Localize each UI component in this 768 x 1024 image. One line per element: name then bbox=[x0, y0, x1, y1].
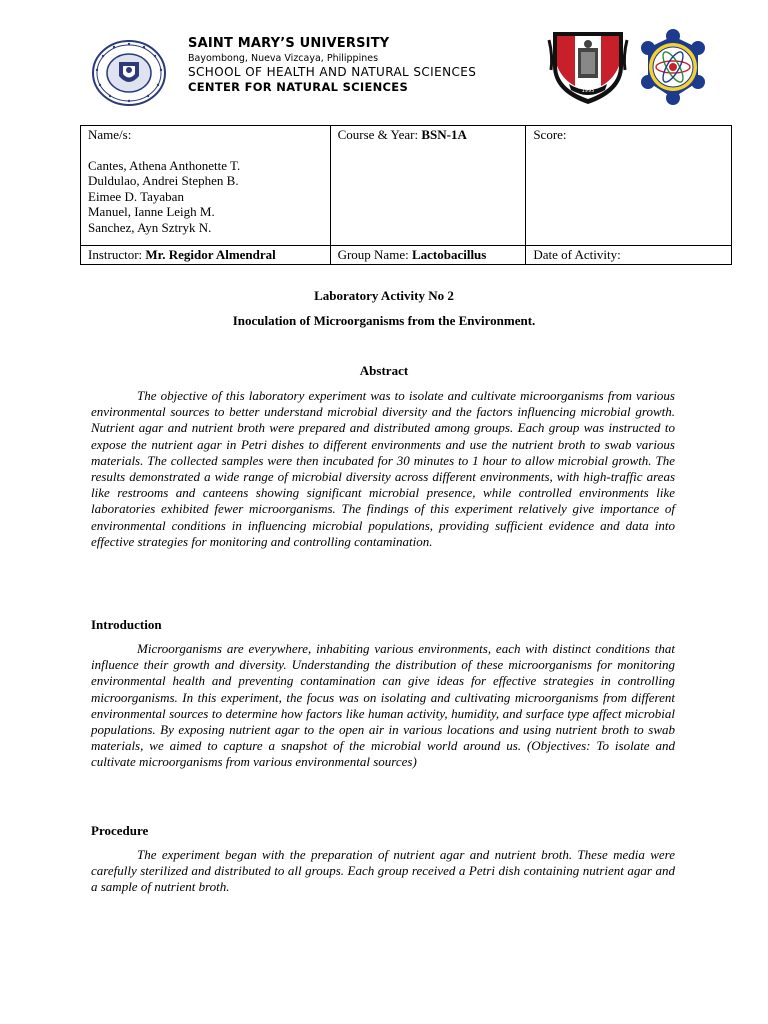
abstract-heading: Abstract bbox=[359, 363, 409, 378]
introduction-heading: Introduction bbox=[91, 617, 162, 632]
course-label: Course & Year: bbox=[337, 127, 422, 142]
university-address: Bayombong, Nueva Vizcaya, Philippines bbox=[188, 53, 379, 64]
procedure-heading: Procedure bbox=[91, 823, 149, 838]
group-value: Lactobacillus bbox=[411, 247, 487, 262]
school-name: SCHOOL OF HEALTH AND NATURAL SCIENCES bbox=[188, 65, 477, 79]
instructor-cell bbox=[81, 246, 331, 265]
university-seal-logo bbox=[92, 40, 166, 106]
group-cell bbox=[330, 246, 526, 265]
names-list bbox=[88, 158, 323, 236]
info-row-footer bbox=[81, 246, 732, 265]
center-name: CENTER FOR NATURAL SCIENCES bbox=[188, 80, 409, 94]
student-name: Sanchez, Ayn Sztryk N. bbox=[88, 219, 212, 235]
abstract-paragraph: The objective of this laboratory experiment was to isolate and cultivate microorganisms from various environmental sources to better understand microbial diversity and the factors influencing microbial growth. Nutrient agar and nutrient broth were prepared and distributed among groups. Each group was instructed to expose the nutrient agar in Petri dishes to different environments and use the nutrient broth to swab various materials. The collected samples were then incubated for 30 minutes to 1 hour to allow microbial growth. The results demonstrated a wide range of microbial diversity across different environments, with high-traffic areas like restrooms and canteens showing significant microbial presence, while controlled environments like laboratories exhibited fewer microorganisms. The findings of this experiment relatively give importance of environmental conditions in influencing microbial populations, providing sufficient evidence and data into effective strategies for monitoring and controlling contamination. bbox=[91, 388, 675, 549]
university-name: SAINT MARY’S UNIVERSITY bbox=[188, 36, 390, 51]
instructor-label: Instructor: bbox=[88, 247, 146, 262]
instructor-value: Mr. Regidor Almendral bbox=[145, 247, 276, 262]
activity-title: Laboratory Activity No 2 bbox=[314, 288, 454, 303]
shield-year: 1995 bbox=[581, 88, 595, 94]
center-emblem-logo bbox=[632, 28, 714, 106]
info-row-main bbox=[81, 126, 732, 246]
letterhead bbox=[0, 0, 768, 120]
course-value: BSN-1A bbox=[421, 127, 467, 142]
student-name: Eimee D. Tayaban bbox=[88, 188, 184, 204]
names-label: Name/s: bbox=[88, 127, 132, 142]
introduction-paragraph: Microorganisms are everywhere, inhabiting various environments, each with distinct conditions that influence their growth and diversity. Understanding the distribution of these microorganisms for monitoring environmental health and preventing contamination can give ideas for effective strategies in controlling microorganisms. In this experiment, the focus was on isolating and cultivating microorganisms from different environmental sources to determine how factors like human activity, humidity, and surface type affect microbial populations. By exposing nutrient agar to the open air in various locations and using nutrient broth to swab materials, we aimed to capture a snapshot of the microbial world around us. (Objectives: To isolate and cultivate microorganisms from various environmental sources) bbox=[91, 641, 675, 770]
student-name: Manuel, Ianne Leigh M. bbox=[88, 204, 215, 219]
names-cell bbox=[81, 126, 331, 246]
student-name: Duldulao, Andrei Stephen B. bbox=[88, 173, 239, 188]
activity-topic: Inoculation of Microorganisms from the Environment. bbox=[232, 313, 536, 328]
letterhead-text bbox=[188, 36, 548, 95]
student-info-table bbox=[80, 125, 732, 265]
score-label: Score: bbox=[533, 127, 567, 142]
school-shield-logo bbox=[545, 26, 631, 106]
procedure-paragraph: The experiment began with the preparation of nutrient agar and nutrient broth. These media were carefully sterilized and distributed to all groups. Each group received a Petri dish containing nutrient agar and a sample of nutrient broth. bbox=[91, 847, 675, 895]
date-label: Date of Activity: bbox=[533, 247, 621, 262]
group-label: Group Name: bbox=[337, 247, 412, 262]
date-cell bbox=[526, 246, 732, 265]
course-cell bbox=[330, 126, 526, 246]
student-name: Cantes, Athena Anthonette T. bbox=[88, 157, 241, 173]
score-cell bbox=[526, 126, 732, 246]
